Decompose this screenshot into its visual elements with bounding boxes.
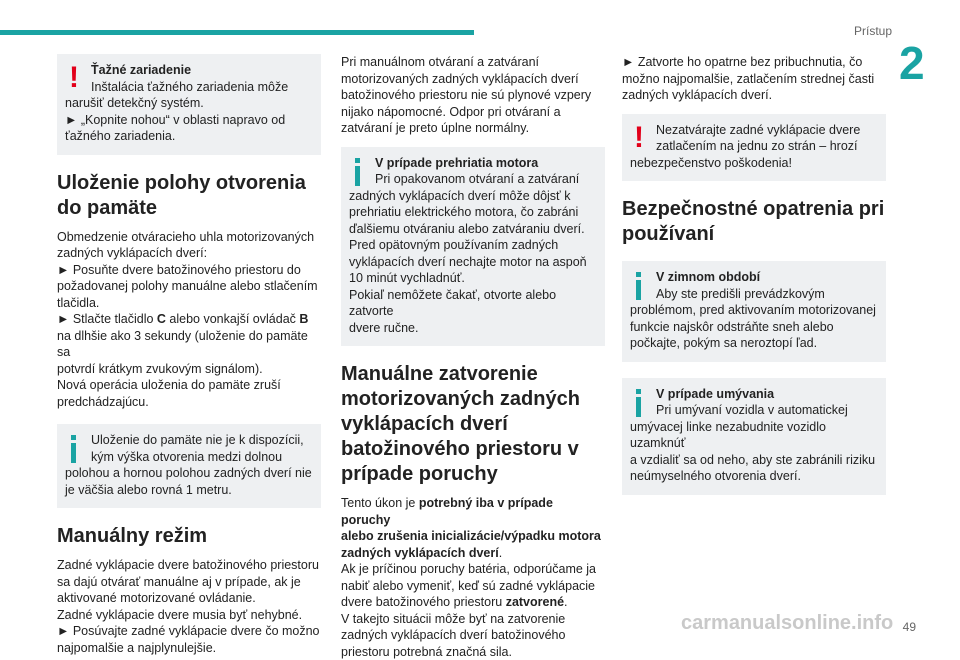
info-line: Uloženie do pamäte nie je k dispozícii,: [65, 432, 313, 449]
text-line: predchádzajúcu.: [57, 394, 321, 411]
text-line: Ak je príčinou poruchy batéria, odporúčame ja: [341, 561, 605, 578]
bold-fragment: alebo zrušenia inicializácie/výpadku motora: [341, 529, 601, 543]
warning-line: nebezpečenstvo poškodenia!: [630, 155, 878, 172]
info-line: vyklápacích dverí nechajte motor na aspoň: [349, 254, 597, 271]
info-line: Pri umývaní vozidla v automatickej: [630, 402, 878, 419]
info-icon: [632, 270, 646, 300]
heading-line: Uloženie polohy otvorenia: [57, 171, 321, 196]
text-line: zadných vyklápacích dverí batožinového: [341, 627, 605, 644]
info-line: dvere ručne.: [349, 320, 597, 337]
text-line-with-bold: [57, 311, 321, 328]
heading-line: do pamäte: [57, 196, 321, 221]
warning-box-towbar: [57, 54, 321, 155]
info-line: Aby ste predišli prevádzkovým: [630, 286, 878, 303]
bold-fragment: potrebný iba v prípade poruchy: [341, 496, 553, 527]
text-line-bold: [341, 528, 605, 545]
text-line: Nová operácia uloženia do pamäte zruší: [57, 377, 321, 394]
heading-line: batožinového priestoru v: [341, 437, 605, 462]
section-heading-safety: [622, 197, 886, 247]
section-heading-memory: [57, 171, 321, 221]
warning-title: Ťažné zariadenie: [65, 62, 313, 79]
info-line: problémom, pred aktivovaním motorizovanej: [630, 302, 878, 319]
bold-fragment: zatvorené: [506, 595, 564, 609]
info-box-washing: [622, 378, 886, 495]
bold-fragment: zadných vyklápacích dverí: [341, 546, 499, 560]
info-line: kým výška otvorenia medzi dolnou: [65, 449, 313, 466]
text-fragment: dvere batožinového priestoru: [341, 595, 506, 609]
text-line-with-bold: [341, 495, 605, 528]
column-3: [622, 54, 886, 511]
text-fragment: alebo vonkajší ovládač: [166, 312, 299, 326]
page-number: 49: [903, 620, 916, 634]
info-icon: [632, 387, 646, 417]
warning-line: narušiť detekčný systém.: [65, 95, 313, 112]
warning-line: zatlačením na jednu zo strán – hrozí: [630, 138, 878, 155]
text-line: Zadné vyklápacie dvere musia byť nehybné.: [57, 607, 321, 624]
heading-line: prípade poruchy: [341, 462, 605, 487]
button-c-label: C: [157, 312, 166, 326]
text-line: nijako nápomocné. Odpor pri otváraní a: [341, 104, 605, 121]
info-line: zadných vyklápacích dverí môže dôjsť k: [349, 188, 597, 205]
info-icon: [351, 156, 365, 186]
warning-line: ťažného zariadenia.: [65, 128, 313, 145]
info-title: V prípade prehriatia motora: [349, 155, 597, 172]
info-box-overheat: [341, 147, 605, 347]
text-line-bold: [341, 545, 605, 562]
chapter-label: Prístup: [854, 24, 892, 38]
chapter-number: 2: [899, 40, 939, 86]
header-accent-bar: [0, 30, 474, 35]
text-line: nabiť alebo vymeniť, keď sú zadné vyklápacie: [341, 578, 605, 595]
info-title: V prípade umývania: [630, 386, 878, 403]
heading-line: používaní: [622, 222, 886, 247]
text-line: najpomalšie a najplynulejšie.: [57, 640, 321, 657]
text-line: potvrdí krátkym zvukovým signálom).: [57, 361, 321, 378]
text-line: sa dajú otvárať manuálne aj v prípade, ak je: [57, 574, 321, 591]
text-line: batožinového priestoru nie sú plynové vzpery: [341, 87, 605, 104]
info-line: je väčšia alebo rovná 1 metru.: [65, 482, 313, 499]
text-line-with-bold: [341, 594, 605, 611]
info-line: neúmyselného otvorenia dverí.: [630, 468, 878, 485]
info-box-winter: [622, 261, 886, 362]
text-line: motorizovaných zadných vyklápacích dverí: [341, 71, 605, 88]
section-heading-manual: Manuálny režim: [57, 524, 321, 549]
heading-line: motorizovaných zadných: [341, 387, 605, 412]
warning-exclamation-icon: !: [67, 63, 81, 93]
text-line: zatváraní je preto úplne normálny.: [341, 120, 605, 137]
heading-line: vyklápacích dverí: [341, 412, 605, 437]
info-line: Pri opakovanom otváraní a zatváraní: [349, 171, 597, 188]
info-box-memory: [57, 424, 321, 508]
info-line: polohou a hornou polohou zadných dverí nie: [65, 465, 313, 482]
section-heading-fault: [341, 362, 605, 487]
warning-line: ► „Kopnite nohou“ v oblasti napravo od: [65, 112, 313, 129]
text-line: ► Posúvajte zadné vyklápacie dvere čo možno: [57, 623, 321, 640]
info-line: prehriatiu elektrického motora, čo zabráni: [349, 204, 597, 221]
text-line: priestoru potrebná značná sila.: [341, 644, 605, 660]
text-line: na dlhšie ako 3 sekundy (uloženie do pamäte sa: [57, 328, 321, 361]
text-line: V takejto situácii môže byť na zatvorenie: [341, 611, 605, 628]
text-line: možno najpomalšie, zatlačením strednej časti: [622, 71, 886, 88]
text-line: aktivované motorizované ovládanie.: [57, 590, 321, 607]
control-b-label: B: [299, 312, 308, 326]
warning-line: Inštalácia ťažného zariadenia môže: [65, 79, 313, 96]
watermark: carmanualsonline.info: [681, 612, 893, 635]
text-line: požadovanej polohy manuálne alebo stlačením: [57, 278, 321, 295]
warning-line: Nezatvárajte zadné vyklápacie dvere: [630, 122, 878, 139]
text-fragment: ► Stlačte tlačidlo: [57, 312, 157, 326]
text-line: Pri manuálnom otváraní a zatváraní: [341, 54, 605, 71]
manual-intro-paragraph: [341, 54, 605, 137]
column-1: [57, 54, 321, 656]
info-line: funkcie najskôr odstráňte sneh alebo: [630, 319, 878, 336]
text-line: Zadné vyklápacie dvere batožinového priestoru: [57, 557, 321, 574]
info-line: Pred opätovným používaním zadných: [349, 237, 597, 254]
text-fragment: Tento úkon je: [341, 496, 419, 510]
info-line: ďalšiemu otváraniu alebo zatváraniu dverí.: [349, 221, 597, 238]
text-line: zadných vyklápacích dverí.: [622, 87, 886, 104]
info-line: Pokiaľ nemôžete čakať, otvorte alebo zatvorte: [349, 287, 597, 320]
manual-paragraph: [57, 557, 321, 656]
info-line: 10 minút vychladnúť.: [349, 270, 597, 287]
info-line: počkajte, pokým sa neroztopí ľad.: [630, 335, 878, 352]
info-line: umývacej linke nezabudnite vozidlo uzamknúť: [630, 419, 878, 452]
text-fragment: .: [564, 595, 567, 609]
heading-line: Bezpečnostné opatrenia pri: [622, 197, 886, 222]
text-line: tlačidla.: [57, 295, 321, 312]
heading-line: Manuálne zatvorenie: [341, 362, 605, 387]
warning-box-damage: [622, 114, 886, 182]
memory-paragraph: [57, 229, 321, 411]
column-2: [341, 54, 605, 660]
warning-exclamation-icon: !: [632, 123, 646, 153]
info-line: a vzdialiť sa od neho, aby ste zabránili riziku: [630, 452, 878, 469]
info-title: V zimnom období: [630, 269, 878, 286]
text-line: ► Posuňte dvere batožinového priestoru do: [57, 262, 321, 279]
text-line: ► Zatvorte ho opatrne bez pribuchnutia, čo: [622, 54, 886, 71]
text-line: zadných vyklápacích dverí:: [57, 245, 321, 262]
text-fragment: .: [499, 546, 502, 560]
fault-paragraph: [341, 495, 605, 660]
close-instruction-paragraph: [622, 54, 886, 104]
info-icon: [67, 433, 81, 463]
text-line: Obmedzenie otváracieho uhla motorizovaných: [57, 229, 321, 246]
